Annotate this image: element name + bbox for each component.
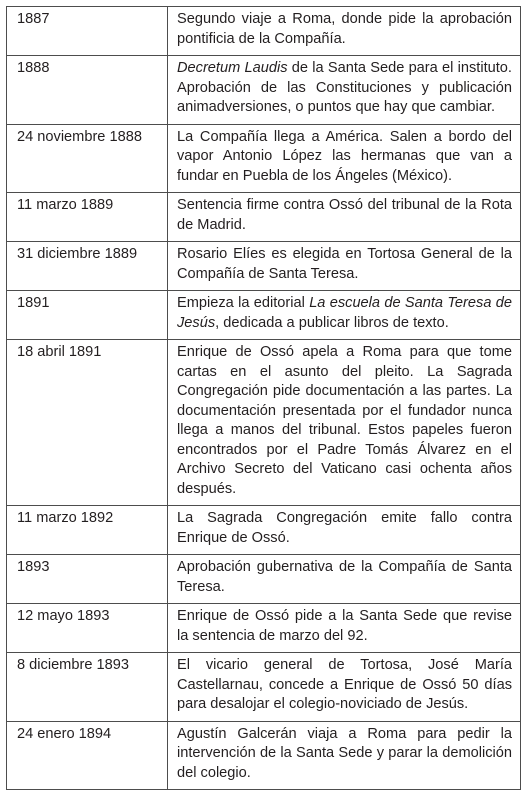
event-cell [168,7,521,56]
table-row [7,242,521,291]
table-row [7,555,521,604]
date-cell: 1887 [7,7,168,56]
chronology-table [6,6,521,790]
date-cell: 12 mayo 1893 [7,604,168,653]
event-cell [168,555,521,604]
event-text: La Compañía llega a América. Salen a bordo del vapor Antonio López las hermanas que van a fundar en Puebla de los Ángeles (México). [177,128,512,184]
table-row [7,653,521,722]
table-row [7,193,521,242]
event-text: Aprobación gubernativa de la Compañía de Santa Teresa. [177,559,512,595]
event-text: Agustín Galcerán viaja a Roma para pedir la intervención de la Santa Sede y parar la demolición del colegio. [177,725,512,781]
event-cell [168,506,521,555]
event-cell [168,242,521,291]
table-row [7,721,521,790]
event-text: El vicario general de Tortosa, José María Castellarnau, concede a Enrique de Ossó 50 días para desalojar el colegio-noviciado de Jesús. [177,657,512,712]
event-cell [168,193,521,242]
event-text: Enrique de Ossó pide a la Santa Sede que revise la sentencia de marzo del 92. [177,608,512,644]
date-cell: 8 diciembre 1893 [7,653,168,722]
event-cell [168,291,521,340]
table-row [7,124,521,193]
date-cell: 31 diciembre 1889 [7,242,168,291]
event-text: Rosario Elíes es elegida en Tortosa General de la Compañía de Santa Teresa. [177,246,512,282]
table-row [7,56,521,125]
date-cell: 18 abril 1891 [7,340,168,506]
table-row [7,340,521,506]
table-row [7,291,521,340]
date-cell: 11 marzo 1889 [7,193,168,242]
event-cell [168,653,521,722]
event-text-italic: La escuela de Santa Teresa de Jesús [177,295,512,331]
date-cell: 1893 [7,555,168,604]
event-cell [168,340,521,506]
event-text: Enrique de Ossó apela a Roma para que tome cartas en el asunto del pleito. La Sagrada Congregación pide documentación a las partes. La documentación presentada por el fundador nunca llega a manos del tribunal. Estos papeles fueron encontrados por el Padre Tomás Álvarez en el Archivo Secreto del Vaticano casi ochenta años después. [177,344,512,497]
event-text: Sentencia firme contra Ossó del tribunal de la Rota de Madrid. [177,197,512,233]
table-row [7,604,521,653]
date-cell: 1888 [7,56,168,125]
table-row [7,7,521,56]
event-cell [168,124,521,193]
event-text: , dedicada a publicar libros de texto. [215,314,449,331]
event-text: Empieza la editorial [177,295,310,311]
table-row [7,506,521,555]
date-cell: 24 noviembre 1888 [7,124,168,193]
event-cell [168,56,521,125]
chronology-table-body [7,7,521,790]
date-cell: 1891 [7,291,168,340]
event-text: La Sagrada Congregación emite fallo contra Enrique de Ossó. [177,510,512,546]
event-text-italic: Decretum Laudis [177,60,288,76]
event-text: Segundo viaje a Roma, donde pide la aprobación pontificia de la Compañía. [177,11,512,47]
event-cell [168,721,521,790]
event-cell [168,604,521,653]
date-cell: 11 marzo 1892 [7,506,168,555]
date-cell: 24 enero 1894 [7,721,168,790]
event-text: de la Santa Sede para el instituto. Aprobación de las Constituciones y publicación animadversiones, o puntos que hay que cambiar. [177,60,512,115]
